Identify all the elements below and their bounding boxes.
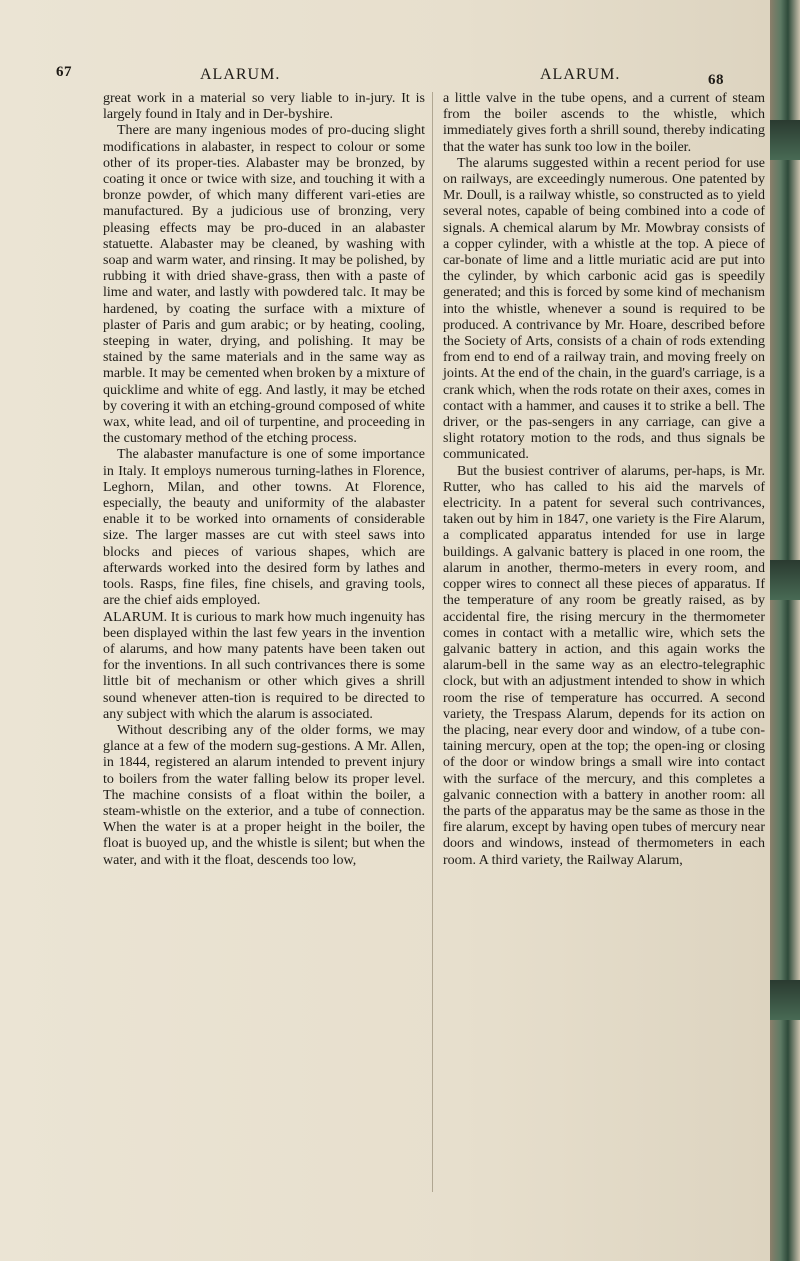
binding-mark xyxy=(770,560,800,600)
paragraph: Without describing any of the older forms, we may glance at a few of the modern sug-gestions. A Mr. Allen, in 1844, registered an alarum intended to prevent injury to boilers from the water falling below its proper level. The machine consists of a float within the boiler, a steam-whistle on the exterior, and a tube of connection. When the water is at a proper height in the boiler, the float is buoyed up, and the whistle is silent; but when the water, and with it the float, descends too low, xyxy=(103,722,425,868)
paragraph-alarum-entry: ALARUM. It is curious to mark how much ingenuity has been displayed within the last few years in the invention of alarums, and how many patents have been taken out for the inventions. In all such contrivances there is some little bit of mechanism or other which gives a shrill sound whenever atten-tion is required to be directed to any subject with which the alarum is associated. xyxy=(103,609,425,722)
paragraph: great work in a material so very liable to in-jury. It is largely found in Italy and in Der-byshire. xyxy=(103,91,425,123)
paragraph: The alarums suggested within a recent period for use on railways, are exceedingly numerous. One patented by Mr. Doull, is a railway whistle, so constructed as to yield several notes, capable of being combined into a code of signals. A chemical alarum by Mr. Mowbray consists of a copper cylinder, with a whistle at the top. A piece of car-bonate of lime and a little muriatic acid are put into the cylinder, by which carbonic acid gas is speedily generated; and this is forced by some kind of mechanism into the whistle, whenever a sound is required to be produced. A contrivance by Mr. Hoare, described before the Society of Arts, consists of a chain of rods extending from end to end of a railway train, and moving freely on joints. At the end of the chain, in the guard's carriage, is a crank which, when the rods rotate on their axes, comes in contact with a hammer, and causes it to strike a bell. The driver, or the pas-sengers in any carriage, can give a slight rotatory motion to the rods, and thus signals be communicated. xyxy=(443,155,765,463)
paragraph: There are many ingenious modes of pro-ducing slight modifications in alabaster, in respect to colour or some other of its proper-ties. Alabaster may be bronzed, by coating it once or twice with size, and touching it with a bronze powder, of which many different vari-eties are manufactured. By a judicious use of bronzing, very pleasing effects may be pro-duced in an alabaster statuette. Alabaster may be cleaned, by washing with soap and warm water, and rinsing. It may be polished, by rubbing it with dried shave-grass, then with a paste of lime and water, and lastly with powdered talc. It may be hardened, by coating the surface with a mixture of plaster of Paris and gum arabic; or by heating, cooling, steeping in water, drying, and polishing. It may be stained by the same materials and in the same way as marble. It may be cemented when broken by a mixture of quicklime and white of egg. And lastly, it may be etched by covering it with an etching-ground composed of white wax, white lead, and oil of turpentine, and proceeding in the customary method of the etching process. xyxy=(103,123,425,447)
binding-edge xyxy=(770,0,800,1261)
left-running-head: ALARUM. xyxy=(200,66,281,83)
left-page-number: 67 xyxy=(56,64,72,80)
paragraph: a little valve in the tube opens, and a current of steam from the boiler ascends to the whistle, which immediately gives forth a shrill sound, thereby indicating that the water has sunk too low in the boiler. xyxy=(443,91,765,155)
right-running-head: ALARUM. xyxy=(540,66,621,83)
paragraph: But the busiest contriver of alarums, per-haps, is Mr. Rutter, who has called to his aid the marvels of electricity. In a patent for several such contrivances, taken out by him in 1847, one variety is the Fire Alarum, a complicated apparatus intended for use in large buildings. A galvanic battery is placed in one room, the alarum in another, thermo-meters in every room, and copper wires to connect all these pieces of apparatus. If the temperature of any room be greatly raised, as by accidental fire, the rising mercury in the thermometer comes in contact with a metallic wire, which sets the galvanic battery in action, and this again works the alarum-bell in the same way as an electro-telegraphic clock, but with an adjustment intended to show in which room the rise of temperature has occurred. A second variety, the Trespass Alarum, depends for its action on the placing, near every door and window, of a tube con-taining mercury, open at the top; the open-ing or closing of the door or window brings a small wire into contact with the surface of the mercury, and this completes a galvanic connection with a battery in another room: all the parts of the apparatus may be the same as those in the fire alarum, except by having open tubes of mercury near doors and windows, instead of thermometers in each room. A third variety, the Railway Alarum, xyxy=(443,463,765,868)
left-column xyxy=(103,91,425,869)
right-column xyxy=(443,91,765,869)
binding-mark xyxy=(770,980,800,1020)
column-divider xyxy=(432,92,433,1192)
right-page-number: 68 xyxy=(708,72,724,88)
binding-mark xyxy=(770,120,800,160)
paragraph: The alabaster manufacture is one of some importance in Italy. It employs numerous turning-lathes in Florence, Leghorn, Milan, and other towns. At Florence, especially, the beauty and uniformity of the alabaster enable it to be worked into ornaments of considerable size. The larger masses are cut with steel saws into blocks and pieces of various shapes, which are afterwards worked into the desired form by lathes and tools. Rasps, fine files, fine chisels, and graving tools, are the chief aids employed. xyxy=(103,447,425,609)
